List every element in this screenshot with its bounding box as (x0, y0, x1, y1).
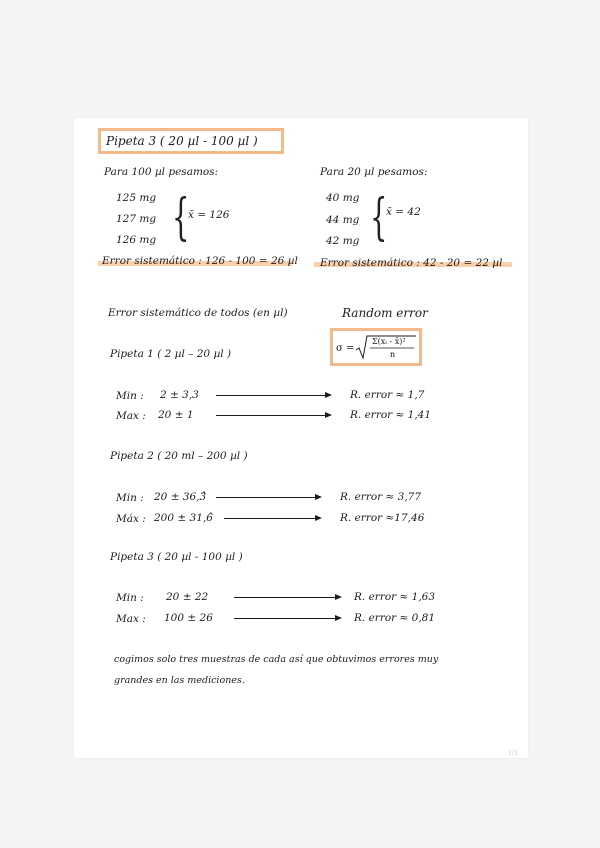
pipette-2-max-result: R. error ≈17,46 (340, 512, 425, 524)
sigma-symbol: σ = (336, 343, 355, 354)
pipette-2-min-arrow (216, 497, 320, 498)
right-value-2: 44 mg (326, 214, 360, 226)
left-value-3: 126 mg (116, 234, 157, 246)
pipette-1-min-value: 2 ± 3,3 (160, 389, 199, 401)
random-error-heading: Random error (342, 306, 428, 320)
pipette-2-max-arrow (224, 518, 320, 519)
pipette-2-min-result: R. error ≈ 3,77 (340, 491, 422, 503)
left-brace: { (172, 188, 190, 246)
pipette-1-max-result: R. error ≈ 1,41 (350, 409, 432, 421)
pipette-3-max-value: 100 ± 26 (164, 612, 213, 624)
right-value-3: 42 mg (326, 235, 360, 247)
left-value-1: 125 mg (116, 192, 157, 204)
pipette-1-title: Pipeta 1 ( 2 µl – 20 µl ) (110, 348, 232, 360)
pipette-1-min-label: Min : (116, 390, 144, 402)
pipette-3-min-value: 20 ± 22 (166, 591, 209, 603)
left-value-2: 127 mg (116, 213, 157, 225)
notebook-page (74, 118, 528, 758)
pipette-2-min-value: 20 ± 36,3̂ (154, 491, 207, 503)
pipette-2-min-label: Min : (116, 492, 144, 504)
pipette-2-title: Pipeta 2 ( 20 ml – 200 µl ) (110, 450, 248, 462)
conclusion-line-2: grandes en las mediciones. (114, 675, 245, 686)
systematic-heading: Error sistemático de todos (en µl) (108, 307, 288, 319)
pipette-3-min-arrow (234, 597, 340, 598)
pipette-3-min-label: Min : (116, 592, 144, 604)
pipette-3-max-result: R. error ≈ 0,81 (354, 612, 436, 624)
right-brace: { (370, 188, 388, 246)
pipette-3-max-label: Max : (116, 613, 146, 625)
pipette-1-min-result: R. error ≈ 1,7 (350, 389, 425, 401)
right-mean: x̄ = 42 (386, 206, 421, 218)
left-error: Error sistemático : 126 - 100 = 26 µl (102, 255, 298, 267)
right-header: Para 20 µl pesamos: (320, 166, 428, 178)
pipette-3-min-result: R. error ≈ 1,63 (354, 591, 436, 603)
pipette-1-max-value: 20 ± 1 (158, 409, 194, 421)
pipette-1-min-arrow (216, 395, 330, 396)
pipette-1-max-label: Max : (116, 410, 146, 422)
pipette-2-max-label: Máx : (116, 513, 146, 525)
pipette-1-max-arrow (216, 415, 330, 416)
page-number: 1/3 (508, 750, 518, 757)
formula-denominator: n (390, 350, 396, 359)
right-error: Error sistemático : 42 - 20 = 22 µl (320, 257, 503, 269)
right-value-1: 40 mg (326, 192, 360, 204)
pipette-2-max-value: 200 ± 31,6̂ (154, 512, 213, 524)
pipette-3-title: Pipeta 3 ( 20 µl - 100 µl ) (110, 551, 243, 563)
left-header: Para 100 µl pesamos: (104, 166, 219, 178)
pipette-3-max-arrow (234, 618, 340, 619)
conclusion-line-1: cogimos solo tres muestras de cada así que obtuvimos errores muy (114, 654, 439, 665)
formula-numerator: Σ(xᵢ - x̄)² (372, 337, 406, 346)
left-mean: x̄ = 126 (188, 209, 230, 221)
sigma-formula (336, 334, 418, 362)
page-title: Pipeta 3 ( 20 µl - 100 µl ) (106, 134, 258, 148)
